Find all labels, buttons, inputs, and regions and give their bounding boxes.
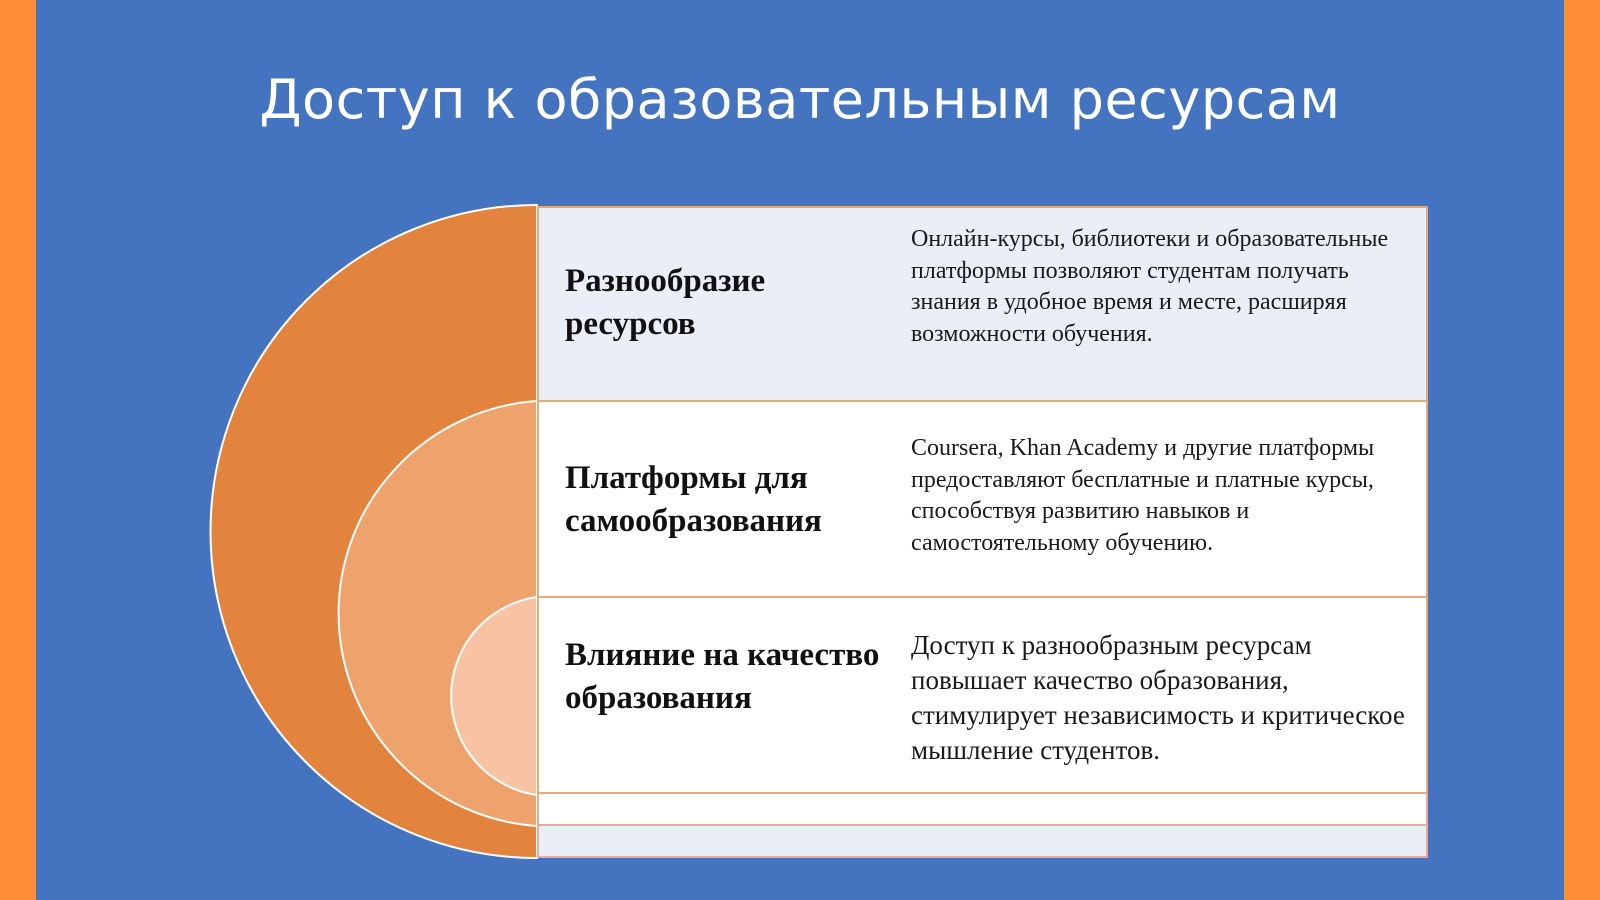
list-item xyxy=(537,206,1428,402)
item-heading: Влияние на качество образования xyxy=(565,637,880,716)
list-item xyxy=(537,598,1428,794)
content-list xyxy=(537,206,1428,858)
list-item xyxy=(537,402,1428,598)
item-description: Coursera, Khan Academy и другие платформы предоставляют бесплатные и платные курсы, способствуя развитию навыков и самостоятельному обучению. xyxy=(911,435,1375,556)
empty-row xyxy=(537,826,1428,858)
slide-title: Доступ к образовательным ресурсам xyxy=(259,68,1341,131)
item-description: Доступ к разнообразным ресурсам повышает качество образования, стимулирует независимость и критическое мышление студентов. xyxy=(911,630,1405,765)
item-description: Онлайн-курсы, библиотеки и образовательные платформы позволяют студентам получать знания в удобное время и месте, расширяя возможности обучения. xyxy=(911,226,1389,347)
item-heading: Разнообразие ресурсов xyxy=(565,263,766,342)
empty-row xyxy=(537,794,1428,826)
item-heading: Платформы для самообразования xyxy=(565,460,822,539)
